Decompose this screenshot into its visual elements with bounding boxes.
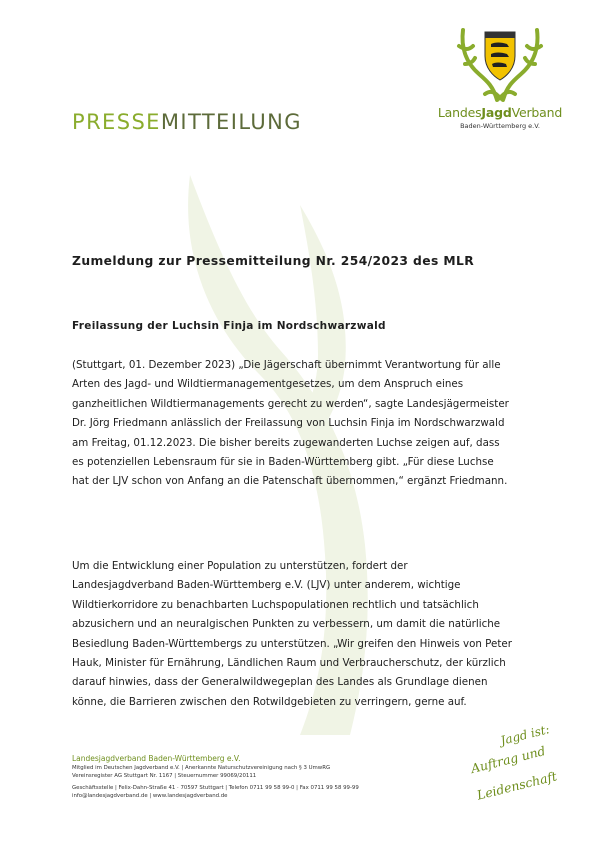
footer-address: Geschäftsstelle | Felix-Dahn-Straße 41 · 70597 Stuttgart | Telefon 0711 99 58 99-0 | Fax 0711 99 58 99-99 bbox=[72, 785, 359, 792]
slogan-line-3: Leidenschaft bbox=[475, 768, 559, 803]
footer-web: info@landesjagdverband.de | www.landesjagdverband.de bbox=[72, 792, 228, 799]
page-title bbox=[72, 110, 302, 134]
footer-org-name: Landesjagdverband Baden-Württemberg e.V. bbox=[72, 754, 241, 763]
logo-wordmark: LandesJagdVerband bbox=[437, 105, 563, 120]
headline: Zumeldung zur Pressemitteilung Nr. 254/2023 des MLR bbox=[72, 254, 475, 268]
footer bbox=[72, 754, 359, 800]
paragraph-1: (Stuttgart, 01. Dezember 2023) „Die Jägerschaft übernimmt Verantwortung für alle Arten des Jagd- und Wildtiermanagementgesetzes, um dem Anspruch eines ganzheitlichen Wildtiermanagements gerecht zu werden“, sagte Landesjägermeister Dr. Jörg Friedmann anlässlich der Freilassung von Luchsin Finja im Nordschwarzwald am Freitag, 01.12.2023. Die bisher bereits zugewanderten Luchse zeigen auf, dass es potenziellen Lebensraum für sie in Baden-Württemberg gibt. „Für diese Luchse hat der LJV schon von Anfang an die Patenschaft übernommen,“ ergänzt Friedmann. bbox=[72, 359, 509, 488]
footer-membership: Mitglied im Deutschen Jagdverband e.V. | Anerkannte Naturschutzvereinigung nach § 3 UmwRG bbox=[72, 765, 331, 771]
slogan-line-2: Auftrag und bbox=[469, 743, 547, 776]
paragraph-2: Um die Entwicklung einer Population zu unterstützen, fordert der Landesjagdverband Baden-Württemberg e.V. (LJV) unter anderem, wichtige Wildtierkorridore zu benachbarten Luchspopulationen rechtlich und tatsächlich abzusichern und an neuralgischen Punkten zu verbessern, um damit die natürliche Besiedlung Baden-Württembergs zu unterstützen. „Wir greifen den Hinweis von Peter Hauk, Minister für Ernährung, Ländlichen Raum und Verbraucherschutz, der kürzlich darauf hinwies, dass der Generalwildwegeplan des Landes als Grundlage dienen könne, die Barrieren zwischen den Rotwildgebieten zu verringern, gerne auf. bbox=[72, 560, 512, 708]
subheadline: Freilassung der Luchsin Finja im Nordschwarzwald bbox=[72, 320, 386, 332]
title-part-mitteilung: MITTEILUNG bbox=[160, 110, 302, 134]
slogan bbox=[462, 722, 572, 808]
press-release-body bbox=[72, 252, 512, 708]
antler-crest-icon bbox=[455, 24, 545, 104]
logo-subtitle: Baden-Württemberg e.V. bbox=[460, 122, 540, 130]
title-part-presse: PRESSE bbox=[72, 110, 161, 134]
slogan-line-1: Jagd ist: bbox=[499, 722, 551, 748]
footer-registry: Vereinsregister AG Stuttgart Nr. 1167 | Steuernummer 99069/20111 bbox=[72, 772, 257, 779]
